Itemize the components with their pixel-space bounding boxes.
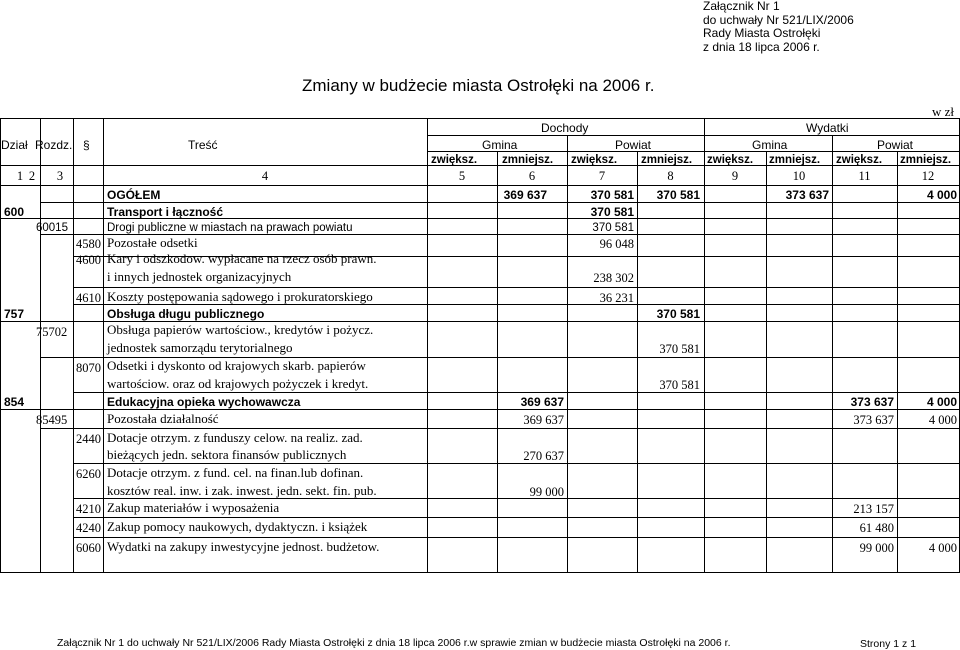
row-ogolem-c12: 4 000: [926, 188, 957, 202]
col-number: 8: [667, 169, 674, 183]
header-sub-8: zmniejsz.: [900, 154, 952, 166]
col-number: 6: [528, 169, 536, 183]
header-powiat-wydatki: Powiat: [877, 138, 914, 152]
row-8070-par: 8070: [76, 361, 101, 375]
row-6060-par: 6060: [76, 541, 101, 555]
header-rozdz: Rozdz.: [35, 138, 73, 152]
col-number: 7: [598, 169, 606, 183]
row-ogolem-c9: 370 581: [656, 188, 700, 202]
row-60015-label: Drogi publiczne w miastach na prawach powiatu: [107, 222, 353, 234]
row-600-label: Transport i łączność: [107, 205, 224, 219]
row-6060-c12: 4 000: [928, 541, 957, 555]
row-4610-label: Koszty postępowania sądowego i prokuratorskiego: [107, 289, 373, 304]
row-85495-c12: 4 000: [928, 413, 957, 427]
row-4240-label: Zakup pomocy naukowych, dydaktyczn. i książek: [107, 519, 368, 534]
row-854-c12: 4 000: [926, 395, 957, 409]
row-75702-label2: jednostek samorządu terytorialnego: [107, 340, 293, 355]
header-sub-2: zmniejsz.: [502, 154, 554, 166]
page-title: Zmiany w budżecie miasta Ostrołęki na 2006 r.: [302, 76, 655, 95]
header-sub-7: zwiększ.: [836, 154, 883, 166]
col-number: 9: [731, 169, 739, 183]
row-2440-label1: Dotacje otrzym. z funduszy celow. na realiz. zad.: [107, 430, 363, 445]
row-4600-label2: i innych jednostek organizacyjnych: [107, 269, 292, 284]
row-75702-c8: 370 581: [659, 342, 700, 356]
header-gmina-dochody: Gmina: [482, 138, 518, 152]
header-sub-6: zmniejsz.: [769, 154, 821, 166]
col-number: 12: [921, 169, 935, 183]
row-85495-c11: 373 637: [853, 413, 894, 427]
header-dochody: Dochody: [541, 121, 589, 135]
row-757-c8: 370 581: [656, 307, 700, 321]
row-4240-c11: 61 480: [859, 521, 894, 535]
header-gmina-wydatki: Gmina: [752, 138, 788, 152]
row-85495-c5: 369 637: [523, 413, 564, 427]
header-dzial: Dział: [1, 138, 28, 152]
row-2440-par: 2440: [76, 432, 101, 446]
row-6260-c5: 99 000: [529, 485, 564, 499]
row-75702-label1: Obsługa papierów wartościow., kredytów i pożycz.: [107, 322, 374, 337]
row-757-dzial: 757: [4, 307, 25, 321]
row-2440-c5: 270 637: [523, 449, 564, 463]
header-tresc: Treść: [188, 138, 218, 152]
row-85495-rozdz: 85495: [36, 413, 68, 427]
annex-note: [703, 0, 854, 54]
col-number: 11: [858, 169, 871, 183]
page-counter: Strony 1 z 1: [860, 638, 917, 650]
header-paragraph: §: [83, 138, 90, 152]
row-6060-label: Wydatki na zakupy inwestycyjne jednost. budżetow.: [107, 539, 380, 554]
col-number: 10: [792, 169, 806, 183]
row-6260-label1: Dotacje otrzym. z fund. cel. na finan.lub dofinan.: [107, 465, 364, 480]
row-ogolem-c7: 370 581: [590, 188, 634, 202]
row-4210-par: 4210: [76, 502, 101, 516]
row-ogolem-c11: 373 637: [785, 188, 829, 202]
row-75702-rozdz: 75702: [36, 325, 68, 339]
row-757-label: Obsługa długu publicznego: [107, 307, 265, 321]
header-sub-4: zmniejsz.: [641, 154, 693, 166]
header-sub-5: zwiększ.: [707, 154, 754, 166]
header-sub-1: zwiększ.: [431, 154, 478, 166]
row-4600-par: 4600: [76, 253, 101, 267]
header-wydatki: Wydatki: [806, 121, 849, 135]
annex-line: z dnia 18 lipca 2006 r.: [703, 39, 820, 54]
row-4210-c11: 213 157: [853, 502, 894, 516]
col-number: 2: [28, 169, 36, 183]
row-854-dzial: 854: [4, 395, 25, 409]
col-number: 4: [261, 169, 269, 183]
row-60015-rozdz: 60015: [36, 222, 68, 234]
row-6060-c11: 99 000: [859, 541, 894, 555]
annex-line: Załącznik Nr 1: [703, 0, 780, 13]
row-4240-par: 4240: [76, 521, 101, 535]
row-4610-par: 4610: [76, 291, 101, 305]
col-number: 3: [56, 169, 64, 183]
row-854-c11: 373 637: [850, 395, 894, 409]
row-8070-label1: Odsetki i dyskonto od krajowych skarb. papierów: [107, 358, 366, 373]
row-6260-label2: kosztów real. inw. i zak. inwest. jedn. sekt. fin. pub.: [107, 483, 377, 498]
row-85495-label: Pozostała działalność: [107, 411, 219, 426]
row-4210-label: Zakup materiałów i wyposażenia: [107, 500, 280, 515]
col-number: 1: [16, 169, 24, 183]
row-854-c5: 369 637: [520, 395, 564, 409]
row-4600-c7: 238 302: [593, 271, 634, 285]
header-sub-3: zwiększ.: [571, 154, 618, 166]
row-4580-c7: 96 048: [599, 237, 634, 251]
footer-text: Załącznik Nr 1 do uchwały Nr 521/LIX/2006 Rady Miasta Ostrołęki z dnia 18 lipca 2006 r.w sprawie zmian w budżecie miasta Ostrołęki na 2006 r.: [57, 637, 731, 649]
row-4580-label: Pozostałe odsetki: [107, 235, 198, 250]
annex-line: Rady Miasta Ostrołęki: [703, 26, 821, 40]
annex-line: do uchwały Nr 521/LIX/2006: [703, 12, 854, 27]
row-2440-label2: bieżących jedn. sektora finansów publicznych: [107, 447, 347, 462]
row-600-c7: 370 581: [590, 205, 634, 219]
row-8070-c8: 370 581: [659, 378, 700, 392]
row-8070-label2: wartościow. oraz od krajowych pożyczek i kredyt.: [107, 376, 369, 391]
row-6260-par: 6260: [76, 467, 101, 481]
header-powiat-dochody: Powiat: [615, 138, 652, 152]
row-600-dzial: 600: [4, 205, 25, 219]
col-number: 5: [458, 169, 466, 183]
row-4580-par: 4580: [76, 237, 101, 251]
row-60015-c7: 370 581: [592, 222, 634, 234]
row-4600-label1: Kary i odszkodow. wypłacane na rzecz osób prawn.: [107, 251, 377, 266]
row-ogolem-c5: 369 637: [503, 188, 547, 202]
row-4610-c7: 36 231: [599, 291, 634, 305]
currency-unit: w zł: [932, 104, 955, 119]
row-ogolem-label: OGÓŁEM: [107, 188, 161, 202]
row-854-label: Edukacyjna opieka wychowawcza: [107, 395, 301, 409]
